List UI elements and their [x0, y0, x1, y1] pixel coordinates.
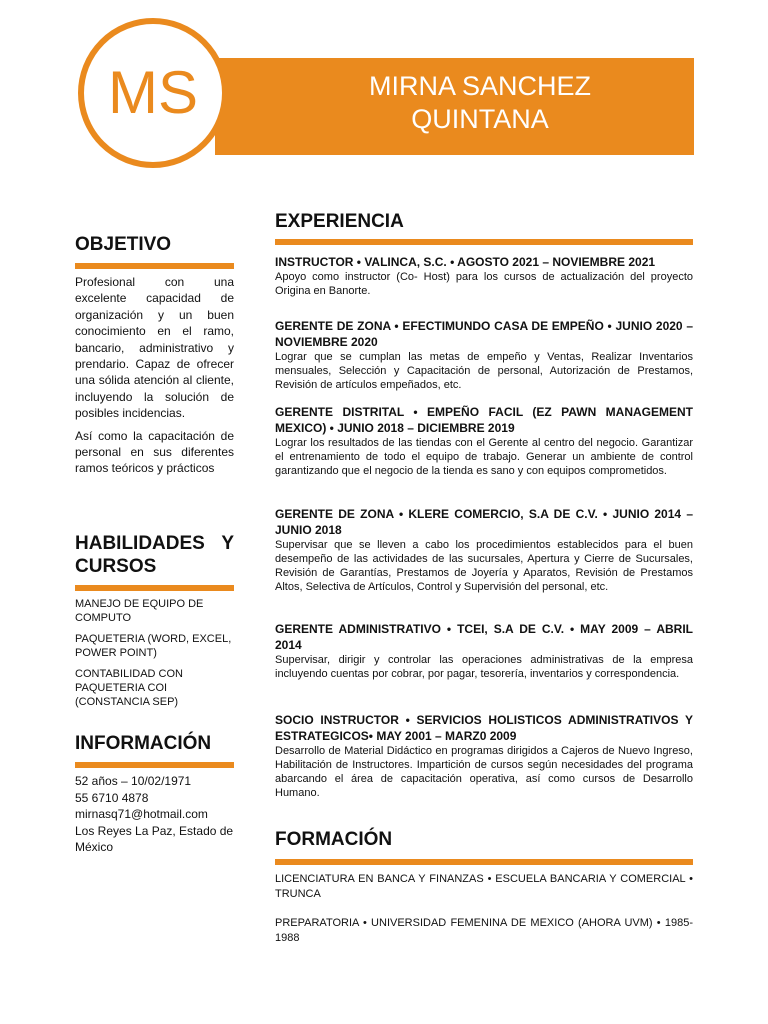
informacion-title: INFORMACIÓN [75, 733, 212, 754]
job-entry [275, 404, 693, 478]
initials-circle [78, 18, 228, 168]
job-title: GERENTE DE ZONA • EFECTIMUNDO CASA DE EMPEÑO • JUNIO 2020 – NOVIEMBRE 2020 [275, 319, 693, 349]
job-title: GERENTE DISTRITAL • EMPEÑO FACIL (EZ PAWN MANAGEMENT MEXICO) • JUNIO 2018 – DICIEMBRE 2019 [275, 405, 693, 435]
name-line-2: QUINTANA [411, 104, 549, 134]
age-birth: 52 años – 10/02/1971 [75, 774, 192, 788]
job-description: Lograr que se cumplan las metas de empeño y Ventas, Realizar Inventarios mensuales, Selección y Capacitación de personal, Autorización de Prestamos, Revisión de artículos empeñados, etc. [275, 351, 693, 391]
experiencia-title: EXPERIENCIA [275, 211, 404, 232]
job-entry [275, 712, 693, 800]
objetivo-paragraph-1: Profesional con una excelente capacidad de organización y un buen conocimiento en el ramo, bancario, administrativo y prendario. Capaz de ofrecer una sólida atención al cliente, incluyendo la solución de posibles incidencias. [75, 275, 234, 421]
experiencia-rule [275, 239, 693, 245]
job-description: Desarrollo de Material Didáctico en programas dirigidos a Cajeros de Nuevo Ingreso, Habilitación de Instructores. Impartición de cursos según necesidades del programa abarcando el área de capacitación operativa, así como cursos de Desarrollo Humano. [275, 745, 693, 799]
job-entry [275, 621, 693, 681]
job-title: GERENTE DE ZONA • KLERE COMERCIO, S.A DE C.V. • JUNIO 2014 – JUNIO 2018 [275, 507, 693, 537]
formacion-section [275, 829, 693, 865]
name-line-1: MIRNA SANCHEZ [368, 71, 592, 101]
education-item: LICENCIATURA EN BANCA Y FINANZAS • ESCUELA BANCARIA Y COMERCIAL • TRUNCA [275, 873, 693, 900]
job-description: Supervisar, dirigir y controlar las operaciones administrativas de la empresa incluyendo cuentas por cobrar, por pagar, tesorería, inventarios y correspondencia. [275, 654, 693, 680]
experiencia-section [275, 211, 693, 245]
habilidades-title-1: HABILIDADES Y [75, 533, 234, 554]
job-description: Apoyo como instructor (Co- Host) para los cursos de actualización del proyecto Origina en Banorte. [275, 271, 693, 297]
job-entry [275, 254, 693, 298]
habilidades-list [75, 597, 234, 716]
job-description: Lograr los resultados de las tiendas con el Gerente al centro del negocio. Garantizar el entrenamiento de todo el equipo de trabajo. Generar un ambiente de control garantizando que el negocio de la tienda es sano y con equipos comprometidos. [275, 437, 693, 477]
habilidades-title-2: CURSOS [75, 556, 157, 577]
skill-item: CONTABILIDAD CON PAQUETERIA COI (CONSTANCIA SEP) [75, 668, 183, 708]
skill-item: MANEJO DE EQUIPO DE COMPUTO [75, 598, 204, 624]
informacion-rule [75, 762, 234, 768]
email: mirnasq71@hotmail.com [75, 807, 208, 822]
job-description: Supervisar que se lleven a cabo los procedimientos establecidos para el buen desempeño de las actividades de las sucursales, Apertura y Cierre de Sucursales, Revisión de Garantías, Prestamos de Joyería y Aparatos, Revisión de Prestamos Altos, Selectiva de Artículos, Control y Supervisión del personal, etc. [275, 539, 693, 593]
informacion-section [75, 733, 234, 768]
phone: 55 6710 4878 [75, 790, 149, 805]
job-title: INSTRUCTOR • VALINCA, S.C. • AGOSTO 2021 – NOVIEMBRE 2021 [275, 255, 656, 269]
job-title: SOCIO INSTRUCTOR • SERVICIOS HOLISTICOS ADMINISTRATIVOS Y ESTRATEGICOS• MAY 2001 – MARZ0 2009 [275, 713, 693, 743]
formacion-rule [275, 859, 693, 865]
formacion-list [275, 872, 693, 946]
full-name [215, 70, 745, 136]
skill-item: PAQUETERIA (WORD, EXCEL, POWER POINT) [75, 633, 232, 659]
objetivo-rule [75, 263, 234, 269]
education-item: PREPARATORIA • UNIVERSIDAD FEMENINA DE MEXICO (AHORA UVM) • 1985-1988 [275, 917, 693, 944]
habilidades-section [75, 533, 234, 591]
objetivo-paragraph-2: Así como la capacitación de personal en sus diferentes ramos teóricos y prácticos [75, 428, 234, 476]
address: Los Reyes La Paz, Estado de México [75, 823, 234, 855]
objetivo-title: OBJETIVO [75, 234, 172, 255]
habilidades-rule [75, 585, 234, 591]
job-title: GERENTE ADMINISTRATIVO • TCEI, S.A DE C.V. • MAY 2009 – ABRIL 2014 [275, 622, 693, 652]
initials: MS [108, 59, 198, 126]
job-entry [275, 318, 693, 392]
objetivo-body [75, 274, 234, 477]
objetivo-section [75, 234, 234, 269]
job-entry [275, 506, 693, 594]
formacion-title: FORMACIÓN [275, 829, 393, 850]
informacion-body [75, 773, 234, 856]
